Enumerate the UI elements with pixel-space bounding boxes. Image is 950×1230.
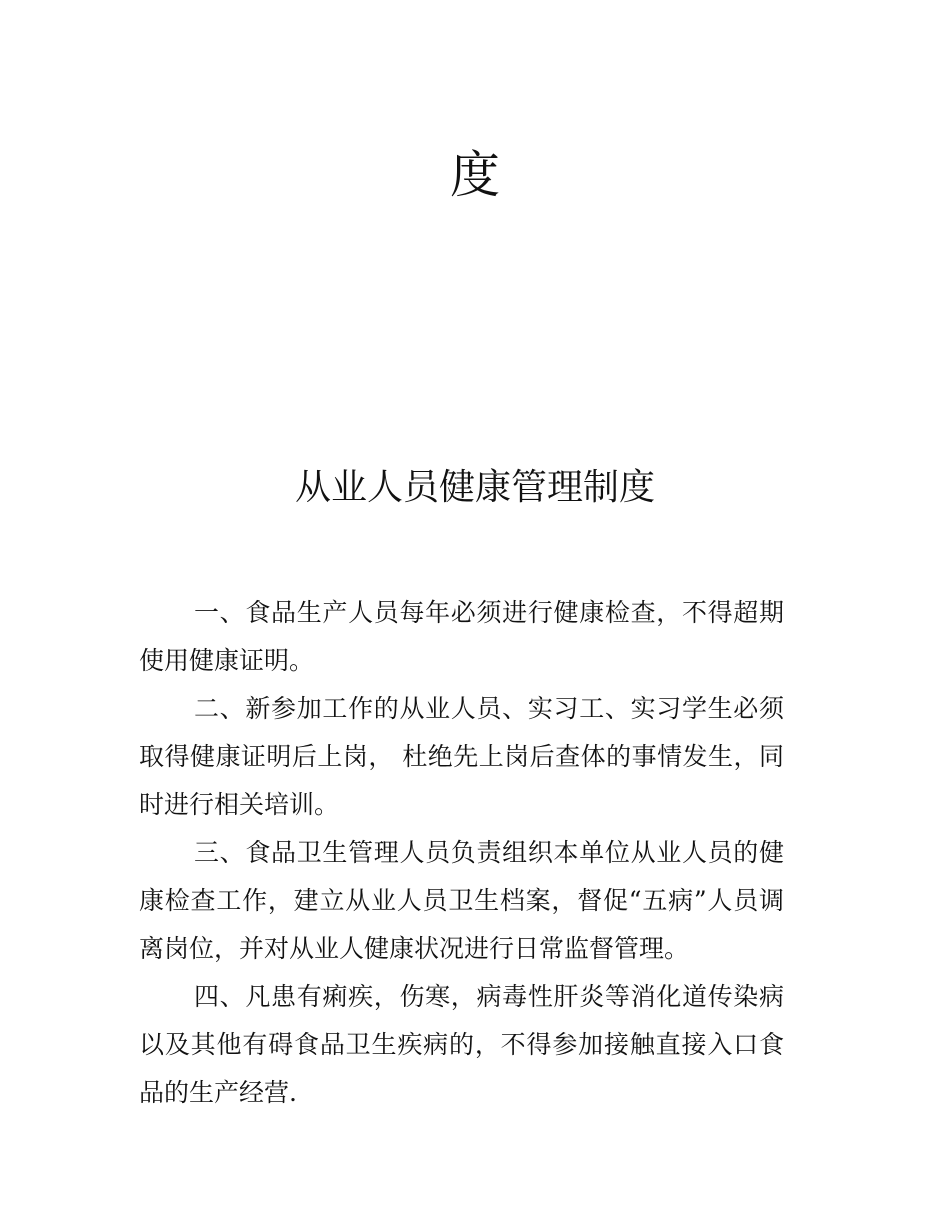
page-title: 从业人员健康管理制度 [294, 467, 655, 508]
previous-page-title-fragment: 度 [450, 146, 500, 204]
paragraph-2: 二、新参加工作的从业人员、实习工、实习学生必须取得健康证明后上岗， 杜绝先上岗后查体的事情发生，同时进行相关培训。 [139, 694, 784, 819]
document-body [139, 589, 784, 1117]
paragraph-4: 四、凡患有痢疾，伤寒，病毒性肝炎等消化道传染病以及其他有碍食品卫生疾病的，不得参加接触直接入口食品的生产经营. [139, 982, 784, 1107]
paragraph-3: 三、食品卫生管理人员负责组织本单位从业人员的健康检查工作，建立从业人员卫生档案，督促“五病”人员调离岗位，并对从业人健康状况进行日常监督管理。 [139, 838, 784, 963]
paragraph-1: 一、食品生产人员每年必须进行健康检查，不得超期使用健康证明。 [139, 598, 784, 675]
